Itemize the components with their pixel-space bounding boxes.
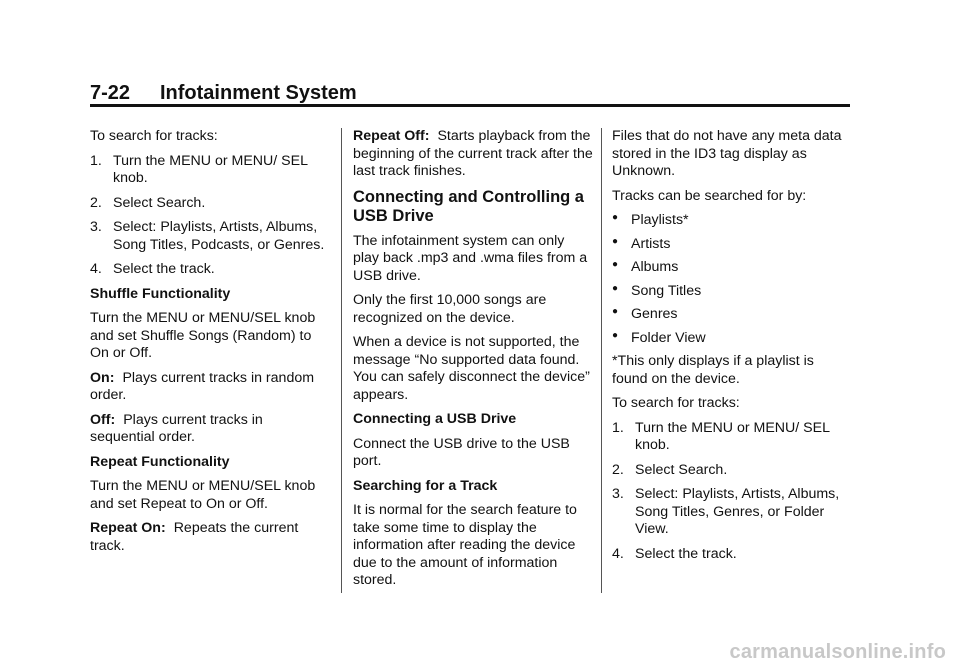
list-item [90,153,330,188]
bullet-icon: ● [612,282,619,294]
step-number: 4. [612,545,624,562]
step-text: Select Search. [113,194,206,211]
connect-heading: Connecting a USB Drive [353,411,517,427]
column-divider-2 [601,128,602,593]
bullet-text: Folder View [631,329,706,346]
repeat-off-label: Repeat Off: [353,128,430,144]
step-number: 1. [612,419,624,436]
watermark: carmanualsonline.info [729,641,946,663]
bullet-icon: ● [612,306,619,317]
bullet-icon: ● [612,235,619,247]
search-intro: To search for tracks: [90,128,218,144]
search-by-intro: Tracks can be searched for by: [612,187,807,204]
off-text: Plays current tracks in sequential order. [90,411,263,445]
bullet-icon: ● [612,212,619,223]
step-text: Select Search. [635,461,728,478]
search-intro: To search for tracks: [612,395,740,411]
step-number: 2. [90,194,102,211]
shuffle-body: Turn the MENU or MENU/SEL knob and set Shuffle Songs (Random) to On or Off. [90,310,316,361]
step-number: 1. [90,152,102,169]
column-3 [612,128,852,570]
step-text: Select the track. [113,261,215,277]
on-text: Plays current tracks in random order. [90,369,315,403]
bullet-text: Genres [631,306,678,322]
bullet-text: Artists [631,235,671,252]
step-text: Select: Playlists, Artists, Albums, Song Titles, Podcasts, or Genres. [113,219,325,253]
step-text: Select the track. [635,545,737,562]
on-label: On: [90,369,115,386]
repeat-on-text: Repeats the current track. [90,520,299,554]
section-title: Infotainment System [160,82,357,104]
repeat-heading: Repeat Functionality [90,453,230,470]
repeat-on-paragraph [90,520,330,555]
connect-body: Connect the USB drive to the USB port. [353,435,570,469]
search-heading: Searching for a Track [353,477,498,494]
footnote: *This only displays if a playlist is found on the device. [612,353,814,387]
repeat-off-text: Starts playback from the beginning of the current track after the last track finishes. [353,128,593,179]
column-2 [353,128,593,597]
usb-paragraph-3: When a device is not supported, the message “No supported data found. You can safely disconnect the device” appears. [353,334,590,403]
bullet-icon: ● [612,259,619,270]
shuffle-on-paragraph [90,370,330,405]
shuffle-heading: Shuffle Functionality [90,285,231,302]
step-number: 4. [90,261,102,277]
bullet-text: Song Titles [631,282,702,299]
step-text: Select: Playlists, Artists, Albums, Song Titles, Genres, or Folder View. [635,486,840,537]
repeat-on-label: Repeat On: [90,520,166,536]
list-item [612,306,852,324]
search-body: It is normal for the search feature to take some time to display the information after reading the device due to the amount of information stored. [353,502,577,588]
list-item [612,259,852,277]
page-number: 7-22 [90,82,131,104]
list-item [612,212,852,230]
header-rule [90,104,850,107]
bullet-text: Albums [631,259,679,275]
usb-paragraph-2: Only the first 10,000 songs are recognized on the device. [353,292,547,326]
bullet-icon: ● [612,329,619,341]
list-item [90,195,330,213]
step-number: 2. [612,461,624,478]
step-number: 3. [90,219,102,235]
column-1 [90,128,330,562]
list-item [90,261,330,279]
usb-heading: Connecting and Controlling a USB Drive [353,187,584,225]
off-label: Off: [90,411,116,428]
list-item [612,486,852,539]
list-item [612,236,852,254]
list-item [612,462,852,480]
step-text: Turn the MENU or MENU/ SEL knob. [635,419,830,453]
usb-paragraph-1: The infotainment system can only play back .mp3 and .wma files from a USB drive. [353,232,588,284]
repeat-off-paragraph [353,128,593,181]
list-item [612,330,852,348]
column-divider-1 [341,128,342,593]
list-item [90,219,330,254]
shuffle-off-paragraph [90,412,330,447]
list-item [612,420,852,455]
step-text: Turn the MENU or MENU/ SEL knob. [113,152,308,186]
list-item [612,283,852,301]
repeat-body: Turn the MENU or MENU/SEL knob and set Repeat to On or Off. [90,478,316,512]
bullet-text: Playlists* [631,212,689,228]
meta-paragraph: Files that do not have any meta data stored in the ID3 tag display as Unknown. [612,128,842,179]
step-number: 3. [612,486,624,502]
page-header [90,82,850,106]
list-item [612,546,852,564]
